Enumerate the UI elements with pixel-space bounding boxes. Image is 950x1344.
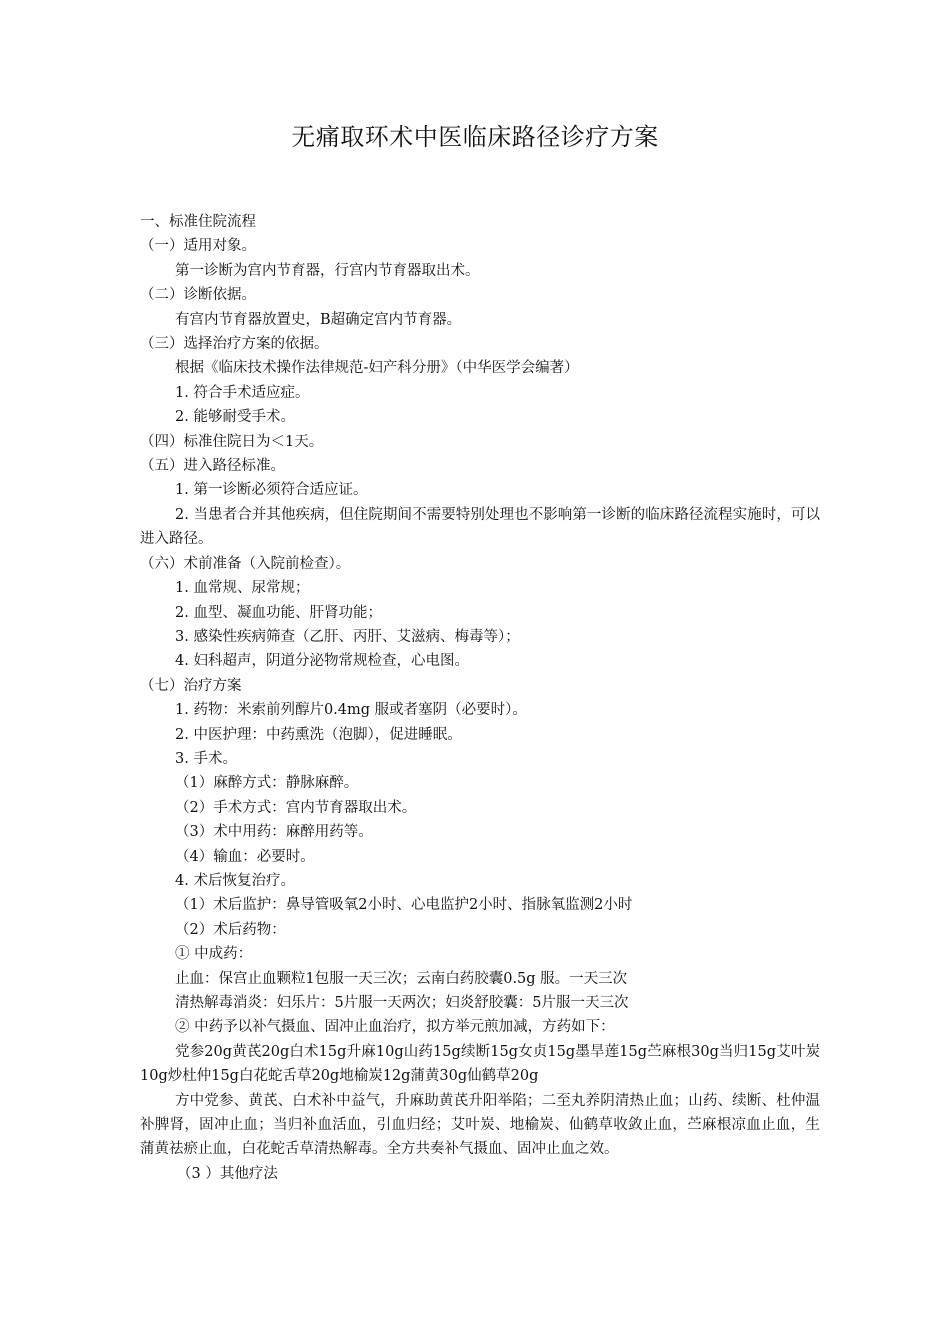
text-line: （二）诊断依据。 bbox=[140, 287, 256, 304]
text-line: 有宫内节育器放置史，B超确定宫内节育器。 bbox=[175, 311, 462, 328]
text-line: 1. 药物：米索前列醇片0.4mg 服或者塞阴（必要时）。 bbox=[175, 702, 527, 719]
text-line: 3. 感染性疾病筛查（乙肝、丙肝、艾滋病、梅毒等）； bbox=[175, 628, 520, 645]
text-line: （2）手术方式：宫内节育器取出术。 bbox=[175, 799, 417, 816]
text-line: （四）标准住院日为＜1天。 bbox=[140, 433, 324, 450]
text-line: 4. 术后恢复治疗。 bbox=[175, 872, 295, 889]
document-body bbox=[140, 210, 820, 1186]
text-line: 一、标准住院流程 bbox=[140, 214, 256, 230]
document-title: 无痛取环术中医临床路径诊疗方案 bbox=[291, 123, 659, 151]
text-line: （1）术后监护：鼻导管吸氧2小时、心电监护2小时、指脉氧监测2小时 bbox=[175, 897, 633, 914]
text-line: （三）选择治疗方案的依据。 bbox=[140, 336, 329, 353]
text-line: 1. 符合手术适应症。 bbox=[175, 384, 310, 401]
text-line: 1. 第一诊断必须符合适应证。 bbox=[175, 482, 368, 499]
text-line: （4）输血：必要时。 bbox=[175, 848, 315, 865]
text-line: （五）进入路径标准。 bbox=[140, 458, 285, 475]
text-line: 3. 手术。 bbox=[175, 750, 237, 767]
text-line: 根据《临床技术操作法律规范-妇产科分册》（中华医学会编著） bbox=[175, 360, 579, 377]
text-line: 第一诊断为宫内节育器，行宫内节育器取出术。 bbox=[175, 262, 480, 279]
text-line: 2. 当患者合并其他疾病，但住院期间不需要特别处理也不影响第一诊断的临床路径流程实施时，可以进入路径。 bbox=[140, 506, 820, 548]
text-line: 4. 妇科超声，阴道分泌物常规检查，心电图。 bbox=[175, 653, 469, 670]
text-line: 2. 能够耐受手术。 bbox=[175, 409, 295, 426]
text-line: （3 ）其他疗法 bbox=[177, 1165, 278, 1182]
text-line: ① 中成药： bbox=[175, 946, 253, 963]
text-line: 1. 血常规、尿常规； bbox=[175, 580, 310, 597]
text-line: （六）术前准备（入院前检查）。 bbox=[140, 555, 351, 572]
text-line: （一）适用对象。 bbox=[140, 238, 256, 255]
text-line: （3）术中用药：麻醉用药等。 bbox=[175, 824, 373, 841]
text-line: 2. 中医护理：中药熏洗（泡脚），促进睡眠。 bbox=[175, 726, 462, 743]
text-line: （七）治疗方案 bbox=[140, 677, 242, 694]
text-line: ② 中药予以补气摄血、固冲止血治疗，拟方举元煎加减，方药如下： bbox=[175, 1019, 615, 1036]
text-line: （1）麻醉方式：静脉麻醉。 bbox=[175, 775, 359, 792]
text-line: （2）术后药物： bbox=[175, 921, 286, 938]
text-line: 2. 血型、凝血功能、肝肾功能； bbox=[175, 604, 382, 621]
text-line: 止血：保宫止血颗粒1包服一天三次；云南白药胶囊0.5g 服。一天三次 bbox=[175, 970, 628, 987]
text-line: 党参20g黄芪20g白术15g升麻10g山药15g续断15g女贞15g墨旱莲15g苎麻根30g当归15g艾叶炭10g炒杜仲15g白花蛇舌草20g地榆炭12g蒲黄30g仙鹤草20g bbox=[140, 1043, 820, 1085]
text-line: 清热解毒消炎：妇乐片：5片服一天两次；妇炎舒胶囊：5片服一天三次 bbox=[175, 995, 629, 1011]
text-line: 方中党参、黄芪、白术补中益气，升麻助黄芪升阳举陷；二至丸养阴清热止血；山药、续断、杜仲温补脾肾，固冲止血；当归补血活血，引血归经；艾叶炭、地榆炭、仙鹤草收敛止血，苎麻根凉血止血，生蒲黄祛瘀止血，白花蛇舌草清热解毒。全方共奏补气摄血、固冲止血之效。 bbox=[140, 1092, 820, 1158]
